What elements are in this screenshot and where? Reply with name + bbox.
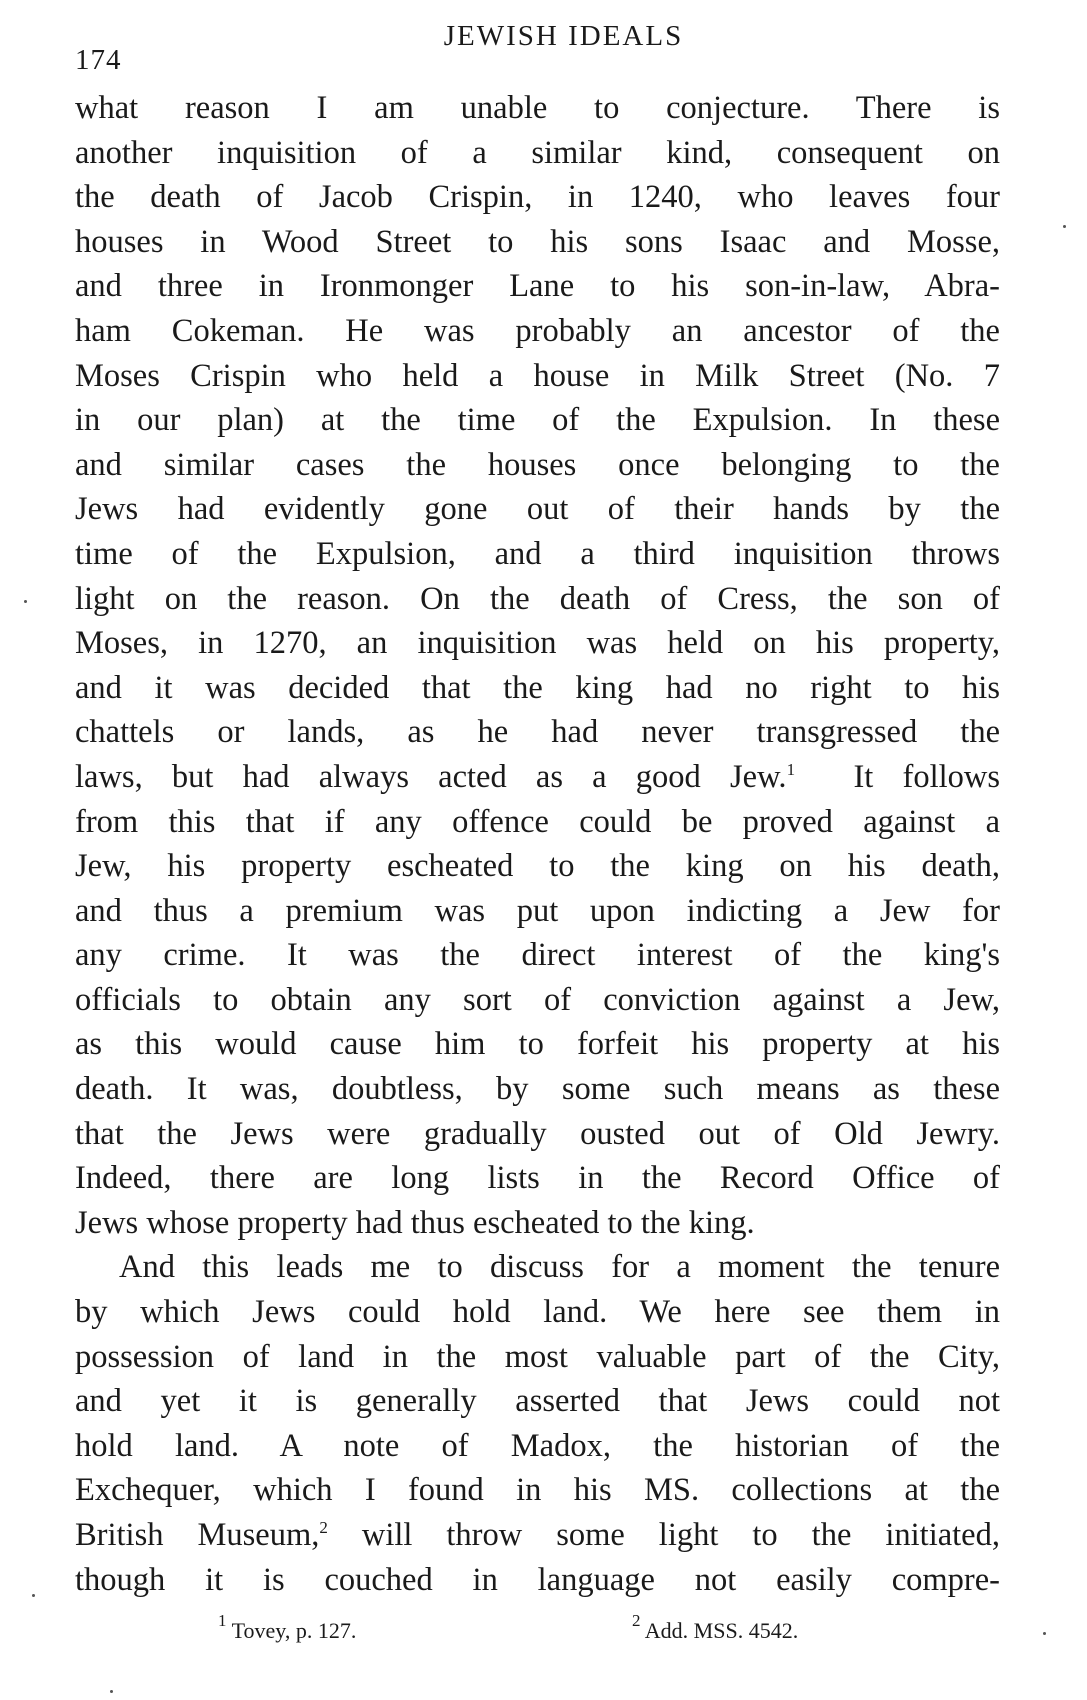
text-line: by which Jews could hold land. We here see them in [75,1294,1000,1331]
body-text [75,86,1000,1602]
text-line: and thus a premium was put upon indicting a Jew for [75,892,1000,929]
text-line: as this would cause him to forfeit his property at his [75,1026,1000,1063]
scan-speck [32,1594,35,1597]
text-line: though it is couched in language not easily compre- [75,1561,1000,1598]
footnote-2 [632,1611,799,1644]
text-segment: It follows [795,758,1000,795]
text-line: in our plan) at the time of the Expulsion. In these [75,402,1000,439]
footnote-text: Add. MSS. 4542. [644,1618,799,1643]
text-line: Moses Crispin who held a house in Milk Street (No. 7 [75,357,1000,394]
text-line: death. It was, doubtless, by some such means as these [75,1071,1000,1108]
text-line: Jew, his property escheated to the king on his death, [75,848,1000,885]
text-segment: British Museum, [75,1517,320,1553]
running-title: JEWISH IDEALS [443,20,684,52]
text-line: officials to obtain any sort of conviction against a Jew, [75,981,1000,1018]
footnote-ref-2: 2 [319,1518,328,1537]
text-line: and it was decided that the king had no right to his [75,669,1000,706]
text-line: chattels or lands, as he had never transgressed the [75,714,1000,751]
text-line: Exchequer, which I found in his MS. collections at the [75,1472,1000,1509]
footnotes [0,1611,1087,1648]
page-number: 174 [75,44,122,76]
scan-speck [1063,225,1066,228]
text-line: the death of Jacob Crispin, in 1240, who leaves four [75,179,1000,216]
footnote-text: Tovey, p. 127. [231,1618,357,1643]
text-segment: will throw some light to the initiated, [327,1517,1000,1553]
footnote-ref-1: 1 [786,759,796,779]
text-line: that the Jews were gradually ousted out of Old Jewry. [75,1115,1000,1152]
text-line: from this that if any offence could be proved against a [75,803,1000,840]
scan-speck [24,600,27,603]
text-line-with-footnote [75,1513,1000,1558]
paragraph-start-line: And this leads me to discuss for a moment the tenure [119,1249,1000,1286]
text-line: another inquisition of a similar kind, consequent on [75,134,1000,171]
text-segment: laws, but had always acted as a good Jew. [75,758,787,795]
text-line: Jews had evidently gone out of their hands by the [75,491,1000,528]
scan-speck [1043,1632,1046,1635]
text-line-with-footnote [75,755,1000,800]
text-line: Indeed, there are long lists in the Record Office of [75,1160,1000,1197]
text-line: hold land. A note of Madox, the historian of the [75,1427,1000,1464]
text-line: what reason I am unable to conjecture. There is [75,90,1000,126]
scan-speck [110,1690,113,1693]
text-line: light on the reason. On the death of Cress, the son of [75,580,1000,617]
footnote-1 [218,1611,357,1644]
text-line: and three in Ironmonger Lane to his son-in-law, Abra- [75,268,1000,305]
text-line: possession of land in the most valuable part of the City, [75,1338,1000,1375]
footnote-marker: 2 [632,1611,641,1630]
text-line: Moses, in 1270, an inquisition was held on his property, [75,625,1000,662]
text-line: ham Cokeman. He was probably an ancestor of the [75,312,1000,349]
text-line: Jews whose property had thus escheated to the king. [75,1204,755,1241]
text-line: and yet it is generally asserted that Jews could not [75,1383,1000,1420]
text-line: any crime. It was the direct interest of the king's [75,937,1000,974]
text-line: and similar cases the houses once belonging to the [75,446,1000,483]
text-line: time of the Expulsion, and a third inquisition throws [75,535,1000,572]
text-line: houses in Wood Street to his sons Isaac and Mosse, [75,223,1000,260]
footnote-marker: 1 [218,1611,227,1630]
